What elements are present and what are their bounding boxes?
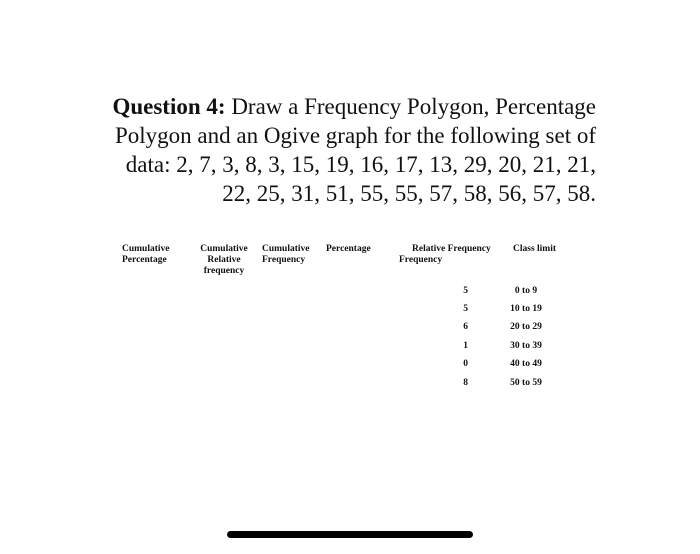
- frequency-cell: 6: [463, 322, 468, 332]
- frequency-cell: 8: [463, 378, 468, 388]
- frequency-cell: 0: [463, 359, 468, 369]
- question-label: Question 4:: [112, 94, 226, 119]
- class-limit-cell: 50 to 59: [510, 378, 542, 388]
- header-cumulative-relative-frequency: Cumulative Relative frequency: [200, 244, 248, 276]
- header-relative-frequency: Relative Frequency: [412, 244, 491, 254]
- header-cumulative-frequency: Cumulative Frequency: [262, 244, 310, 265]
- question-text: [100, 92, 596, 208]
- header-class-limit: Class limit: [513, 244, 557, 254]
- class-limit-cell: 20 to 29: [510, 322, 542, 332]
- class-limit-cell: 30 to 39: [510, 341, 542, 351]
- question-body: Draw a Frequency Polygon, Percentage Polygon and an Ogive graph for the following set of data: 2, 7, 3, 8, 3, 15, 19, 16, 17, 13, 29, 20, 21, 21, 22, 25, 31, 51, 55, 55, 57, 58, 56, 57, 58.: [115, 94, 596, 206]
- frequency-cell: 5: [463, 304, 468, 314]
- frequency-cell: 5: [463, 286, 468, 296]
- header-cumulative-percentage: Cumulative Percentage: [122, 244, 170, 265]
- header-percentage: Percentage: [326, 244, 371, 254]
- class-limit-cell: 10 to 19: [510, 304, 542, 314]
- header-frequency: Frequency: [399, 255, 443, 265]
- class-limit-cell: 40 to 49: [510, 359, 542, 369]
- frequency-cell: 1: [463, 341, 468, 351]
- class-limit-cell: 0 to 9: [514, 286, 538, 296]
- home-indicator[interactable]: [227, 531, 473, 538]
